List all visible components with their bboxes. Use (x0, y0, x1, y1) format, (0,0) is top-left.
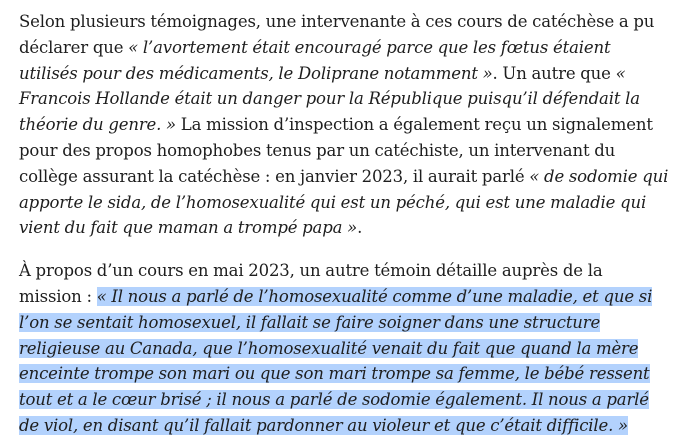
paragraph-may-2023 (19, 258, 669, 439)
paragraph-intro: À propos d’un cours en mai 2023, un autre témoin détaille auprès de la mission : (19, 261, 603, 306)
paragraph-testimonies (19, 9, 669, 241)
quote-hollande: « Francois Hollande était un danger pour la République puisqu’il défendait la théorie du genre. » (19, 63, 640, 135)
quote-abortion: « l’avortement était encouragé parce que les fœtus étaient utilisés pour des médicaments, le Doliprane notamment » (19, 37, 611, 83)
article-body (19, 9, 669, 439)
paragraph-text: . Un autre que (492, 63, 616, 83)
paragraph-text: Selon plusieurs témoignages, une intervenante à ces cours de catéchèse a pu déclarer que (19, 12, 655, 57)
selected-quote[interactable]: « Il nous a parlé de l’homosexualité comme d’une maladie, et que si l’on se sentait homosexuel, il fallait se faire soigner dans une structure religieuse au Canada, que l’homosexualité venait du fait que quand la mère enceinte trompe son mari ou que son mari trompe sa femme, le bébé ressent tout et a le cœur brisé ; il nous a parlé de sodomie également. Il nous a parlé de viol, en disant qu’il fallait pardonner au violeur et que c’était difficile. » (19, 286, 653, 435)
paragraph-text: La mission d’inspection a également reçu un signalement pour des propos homophobes tenus par un catéchiste, un intervenant du collège assurant la catéchèse : en janvier 2023, il aurait parlé (19, 115, 653, 186)
quote-catechist: « de sodomie qui apporte le sida, de l’homosexualité qui est un péché, qui est une maladie qui vient du fait que maman a trompé papa » (19, 166, 669, 238)
paragraph-text: . (357, 218, 363, 238)
